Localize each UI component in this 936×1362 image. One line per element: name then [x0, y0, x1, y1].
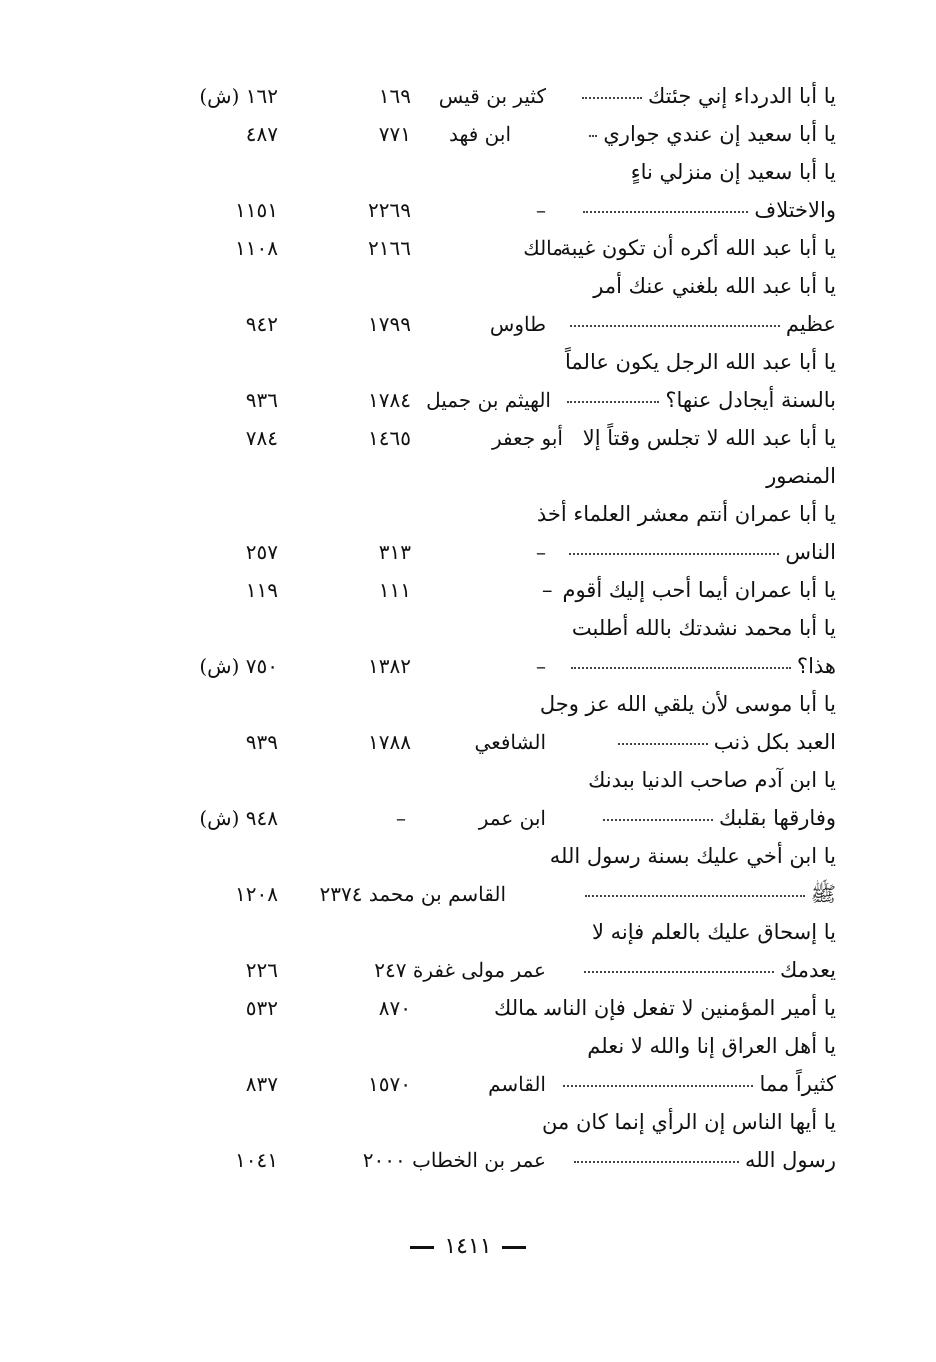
entry-number: ٢٢٦٩: [368, 198, 411, 222]
entry-text: يا أمير المؤمنين لا تفعل فإن الناسمالك: [494, 996, 836, 1020]
index-entry: [0, 268, 936, 304]
entry-page: ١١٥١: [235, 198, 278, 222]
entry-text: يا أبا الدرداء إني جئتك: [576, 78, 836, 114]
entry-text: يا أبا عبد الله بلغني عنك أمر: [593, 274, 836, 298]
entry-source: الشافعي: [474, 730, 546, 754]
index-entry-cont: [0, 724, 936, 760]
entry-source: عمر بن الخطاب ٢٠٠٠: [362, 1148, 546, 1172]
entry-number: ٧٧١: [378, 122, 411, 146]
entry-page: ٩٣٦: [245, 388, 278, 412]
entry-text: يا أبا عبد الله أكره أن تكون غيبة: [560, 236, 836, 260]
index-entry-cont: [0, 458, 936, 494]
entry-page: ١٢٠٨: [235, 882, 278, 906]
index-entry-cont: [0, 192, 936, 228]
index-entry: [0, 762, 936, 798]
entry-number: ١٧٨٨: [368, 730, 411, 754]
index-entry: [0, 344, 936, 380]
entry-page: ٢٢٦: [245, 958, 278, 982]
entry-page: ١٠٤١: [235, 1148, 278, 1172]
entry-page: ١١٠٨: [235, 236, 278, 260]
index-entry-cont: [0, 1142, 936, 1178]
entry-text: يا ابن أخي عليك بسنة رسول الله: [549, 844, 836, 868]
index-entry: [0, 838, 936, 874]
index-entry: [0, 686, 936, 722]
entry-text: ﷺ: [579, 876, 836, 912]
entry-text: عظيم: [564, 306, 836, 342]
entry-text: يا أبا عمران أنتم معشر العلماء أخذ: [536, 502, 836, 526]
index-entry: [0, 914, 936, 950]
entry-number: ٢١٦٦: [368, 236, 411, 260]
entry-page: ٥٣٢: [245, 996, 278, 1020]
index-entry-cont: [0, 1066, 936, 1102]
entry-page: ٢٥٧: [245, 540, 278, 564]
entry-source: أبو جعفر: [492, 426, 563, 450]
entry-source: الهيثم بن جميل: [426, 388, 551, 412]
entry-text: رسول الله: [568, 1142, 836, 1178]
entry-text: هذا؟: [565, 648, 836, 684]
entry-number: ١٤٦٥: [368, 426, 411, 450]
entry-source: عمر مولى غفرة ٢٤٧: [374, 958, 546, 982]
entry-text: يعدمك: [578, 952, 836, 988]
entry-page: ٩٣٩: [245, 730, 278, 754]
entry-text: يا أبا عمران أيما أحب إليك أقوم–: [541, 578, 836, 602]
entry-page: ٧٨٤: [245, 426, 278, 450]
page-number: [0, 1234, 936, 1259]
entry-text: يا إسحاق عليك بالعلم فإنه لا: [591, 920, 836, 944]
entry-number: ١١١: [378, 578, 411, 602]
entry-text: يا أهل العراق إنا والله لا نعلم: [587, 1034, 836, 1058]
index-entry-cont: [0, 306, 936, 342]
page-number-text: ١٤١١: [444, 1234, 492, 1259]
entry-number: ١٣٨٢: [368, 654, 411, 678]
entry-text: بالسنة أيجادل عنها؟: [561, 382, 836, 418]
entry-number: ٨٧٠: [378, 996, 411, 1020]
entry-source: كثير بن قيس: [438, 84, 546, 108]
index-entry: [0, 154, 936, 190]
dash-left: [502, 1246, 526, 1249]
index-entry: [0, 496, 936, 532]
index-entry: [0, 420, 936, 456]
entry-text: يا أبا عبد الله لا تجلس وقتاً إلا: [582, 426, 836, 450]
entry-source: ابن فهد: [449, 122, 511, 146]
index-entry-cont: [0, 876, 936, 912]
index-entry: [0, 230, 936, 266]
dash-right: [410, 1246, 434, 1249]
entry-number: ١٦٩: [378, 84, 411, 108]
entry-number: ١٧٨٤: [368, 388, 411, 412]
entry-source: طاوس: [489, 312, 546, 336]
entry-source: –: [536, 198, 546, 222]
index-entry: [0, 610, 936, 646]
entry-text: العبد بكل ذنب: [612, 724, 836, 760]
entry-text: يا أبا سعيد إن منزلي ناءٍ: [630, 160, 836, 184]
entry-text: يا أبا موسى لأن يلقي الله عز وجل: [539, 692, 836, 716]
entry-text: والاختلاف: [577, 192, 836, 228]
index-entry-cont: [0, 800, 936, 836]
entry-source: القاسم بن محمد ٢٣٧٤: [319, 882, 506, 906]
entry-page: ١٦٢ (ش): [199, 84, 278, 108]
entry-page: ٨٣٧: [245, 1072, 278, 1096]
entry-text: الناس: [563, 534, 836, 570]
entry-text: وفارقها بقلبك: [597, 800, 836, 836]
entry-source: مالك: [523, 236, 563, 260]
entry-source: –: [536, 654, 546, 678]
entry-page: ٩٤٢: [245, 312, 278, 336]
index-entry: [0, 572, 936, 608]
entry-number: ٣١٣: [378, 540, 411, 564]
index-entry-cont: [0, 952, 936, 988]
index-entry: [0, 1028, 936, 1064]
entry-text: يا أيها الناس إن الرأي إنما كان من: [542, 1110, 836, 1134]
index-entry-cont: [0, 382, 936, 418]
index-entry: [0, 990, 936, 1026]
entry-number: –: [396, 806, 406, 830]
entry-text: كثيراً مما: [557, 1066, 836, 1102]
index-entry-cont: [0, 534, 936, 570]
index-entry: [0, 1104, 936, 1140]
entry-text: المنصور: [766, 464, 836, 488]
index-entry-cont: [0, 648, 936, 684]
entry-source: –: [536, 540, 546, 564]
entry-text: يا أبا عبد الله الرجل يكون عالماً: [565, 350, 836, 374]
entry-source: ابن عمر: [478, 806, 546, 830]
entry-page: ٩٤٨ (ش): [199, 806, 278, 830]
entry-page: ٤٨٧: [245, 122, 278, 146]
entry-source: القاسم: [488, 1072, 546, 1096]
entry-page: ١١٩: [245, 578, 278, 602]
entry-text: يا ابن آدم صاحب الدنيا ببدنك: [588, 768, 836, 792]
index-entry: [0, 116, 936, 152]
index-entry: [0, 78, 936, 114]
entry-text: يا أبا سعيد إن عندي جواري: [583, 116, 836, 152]
entry-number: ١٥٧٠: [368, 1072, 411, 1096]
entry-page: ٧٥٠ (ش): [199, 654, 278, 678]
entry-text: يا أبا محمد نشدتك بالله أطلبت: [571, 616, 836, 640]
entry-number: ١٧٩٩: [368, 312, 411, 336]
